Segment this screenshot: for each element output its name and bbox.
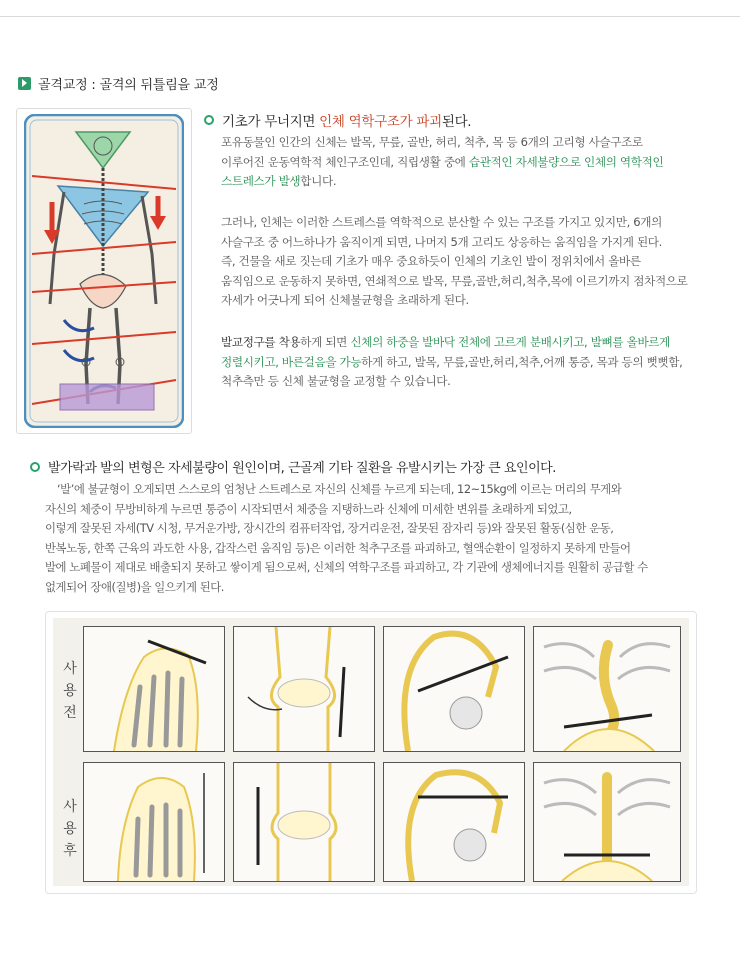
block2-heading <box>30 457 556 476</box>
text-line: 움직임으로 운동하지 못하면, 연쇄적으로 발목, 무릎,골반,허리,척추,목에 이르기까지 점차적으로 <box>221 273 688 288</box>
after-label <box>53 796 87 862</box>
label-char: 사 <box>63 661 77 677</box>
block1-heading-post: 된다. <box>441 114 472 130</box>
label-char: 전 <box>63 705 77 721</box>
skeleton-diagram <box>24 114 184 428</box>
text-line: 없게되어 장애(질병)을 일으키게 된다. <box>45 579 224 594</box>
text-line: 자신의 체중이 무방비하게 누르면 통증이 시작되면서 체중을 지탱하느라 신체에 미세한 변위를 초래하게 되었고, <box>45 501 572 516</box>
text-line: 이렇게 잘못된 자세(TV 시청, 무거운가방, 장시간의 컴퓨터작업, 장거리운전, 잘못된 잠자리 등)와 잘못된 활동(심한 운동, <box>45 521 614 536</box>
before-after-comparison <box>45 611 697 894</box>
block1-heading <box>204 110 471 130</box>
text-line: 자세가 어긋나게 되어 신체불균형을 초래하게 된다. <box>221 293 469 308</box>
block1-paragraph-2 <box>221 213 688 311</box>
block2-paragraph <box>45 480 648 598</box>
block1-paragraph-3 <box>221 333 682 392</box>
block1-heading-pre: 기초가 무너지면 <box>222 114 320 130</box>
xray-pelvis-before <box>383 626 525 752</box>
highlight-text: 신체의 하중을 발바닥 전체에 고르게 분배시키고, 발뼈를 올바르게 <box>350 335 670 349</box>
xray-knee-before <box>233 626 375 752</box>
before-label <box>53 658 87 724</box>
xray-foot-after <box>83 762 225 882</box>
circle-bullet-icon <box>204 115 214 125</box>
highlight-text: 습관적인 자세불량으로 인체의 역학적인 <box>468 154 664 169</box>
text-line: 발에 노폐물이 제대로 배출되지 못하고 쌓이게 됨으로써, 신체의 역학구조를 파괴하고, 각 기관에 생체에너지를 원활히 공급할 수 <box>45 560 648 575</box>
label-char: 후 <box>63 843 77 859</box>
arrow-right-icon <box>18 77 31 90</box>
label-char: 용 <box>63 821 77 837</box>
posture-illustration <box>16 108 192 434</box>
text-line: 포유동물인 인간의 신체는 발목, 무릎, 골반, 허리, 척추, 목 등 6개의 고리형 사슬구조로 <box>221 135 643 149</box>
text-line: 이루어진 운동역학적 체인구조인데, 직립생활 중에 <box>221 154 469 169</box>
block1-paragraph-1 <box>221 133 663 192</box>
top-divider <box>0 16 740 17</box>
text-line: 사슬구조 중 어느하나가 움직이게 되면, 나머지 5개 고리도 상응하는 움직임을 가지게 된다. <box>221 234 662 249</box>
section-title <box>18 74 219 92</box>
text-line: 하게 되면 <box>300 335 351 349</box>
text-line: 반복노동, 한쪽 근육의 과도한 사용, 갑작스런 움직임 등)은 이러한 척추구조를 파괴하고, 혈액순환이 일정하지 못하게 만들어 <box>45 540 631 555</box>
highlight-text: 스트레스가 발생 <box>221 174 301 189</box>
strong-text: 발교정구를 착용 <box>221 335 301 349</box>
label-char: 용 <box>63 683 77 699</box>
label-char: 사 <box>63 799 77 815</box>
xray-spine-before <box>533 626 681 752</box>
block2-heading-text: 발가락과 발의 변형은 자세불량이 원인이며, 근골계 기타 질환을 유발시키는 가장 큰 요인이다. <box>48 461 556 476</box>
section-title-text: 골격교정 : 골격의 뒤틀림을 교정 <box>38 77 219 93</box>
xray-pelvis-after <box>383 762 525 882</box>
text-line: 척추측만 등 신체 불균형을 교정할 수 있습니다. <box>221 374 451 389</box>
xray-knee-after <box>233 762 375 882</box>
text-line: 즉, 건물을 새로 짓는데 기초가 매우 중요하듯이 인체의 기초인 발이 정위치에서 올바른 <box>221 254 641 269</box>
xray-spine-after <box>533 762 681 882</box>
circle-bullet-icon <box>30 462 40 472</box>
block1-heading-highlight: 인체 역학구조가 파괴 <box>319 114 442 130</box>
text-line: ‘발’에 불균형이 오게되면 스스로의 엄청난 스트레스로 자신의 신체를 누르게 되는데, 12~15kg에 이르는 머리의 무게와 <box>57 482 622 496</box>
text-line: 합니다. <box>300 174 337 189</box>
text-line: 하게 하고, 발목, 무릎,골반,허리,척추,어깨 통증, 목과 등의 뻣뻣함, <box>361 354 683 369</box>
text-line: 그러나, 인체는 이러한 스트레스를 역학적으로 분산할 수 있는 구조를 가지고 있지만, 6개의 <box>221 215 662 229</box>
xray-foot-before <box>83 626 225 752</box>
highlight-text: 정렬시키고, 바른걸음을 가능 <box>221 354 362 369</box>
comparison-photo <box>53 618 689 886</box>
